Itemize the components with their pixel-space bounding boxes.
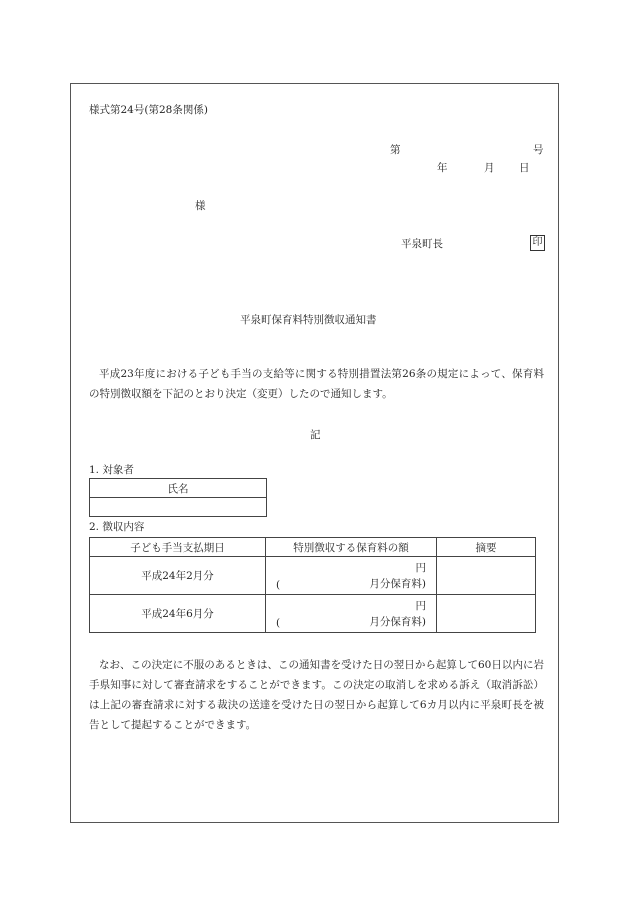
section2-heading: 2. 徴収内容 xyxy=(89,521,145,533)
row-remarks xyxy=(437,557,536,595)
row-remarks xyxy=(437,595,536,633)
row-amount xyxy=(266,557,437,595)
body-paragraph: 平成23年度における子ども手当の支給等に関する特別措置法第26条の規定によって、保育料の特別徴収額を下記のとおり決定（変更）したので通知します。 xyxy=(89,368,544,400)
name-cell xyxy=(90,498,267,517)
target-person-table xyxy=(89,478,267,517)
yen-unit: 円 xyxy=(415,562,426,574)
name-header: 氏名 xyxy=(90,479,267,498)
date-year: 年 xyxy=(437,162,448,174)
seal-mark: 印 xyxy=(530,235,545,251)
number-prefix: 第 xyxy=(390,144,401,156)
col-header-remarks: 摘要 xyxy=(437,538,536,557)
row-date: 平成24年2月分 xyxy=(90,557,266,595)
addressee-suffix: 様 xyxy=(195,200,206,212)
ki-marker: 記 xyxy=(310,429,321,441)
month-suffix: 月分保育料) xyxy=(369,616,426,628)
col-header-amount: 特別徴収する保育料の額 xyxy=(266,538,437,557)
table-row xyxy=(90,595,536,633)
section1-heading: 1. 対象者 xyxy=(89,464,134,476)
table-row xyxy=(90,557,536,595)
notice-paragraph: なお、この決定に不服のあるときは、この通知書を受けた日の翌日から起算して60日以内に岩手県知事に対して審査請求をすることができます。この決定の取消しを求める訴え（取消訴訟）は上記の審査請求に対する裁決の送達を受けた日の翌日から起算して6カ月以内に平泉町長を被告として提起することができます。 xyxy=(89,659,544,731)
collection-table xyxy=(89,537,536,633)
month-suffix: 月分保育料) xyxy=(369,578,426,590)
yen-unit: 円 xyxy=(415,600,426,612)
number-suffix: 号 xyxy=(533,144,544,156)
date-day: 日 xyxy=(519,162,530,174)
paren-open: ( xyxy=(276,579,281,591)
col-header-payment-date: 子ども手当支払期日 xyxy=(90,538,266,557)
form-label: 様式第24号(第28条関係) xyxy=(89,104,208,116)
row-amount xyxy=(266,595,437,633)
row-date: 平成24年6月分 xyxy=(90,595,266,633)
issuer-name: 平泉町長 xyxy=(401,238,443,250)
document-title: 平泉町保育料特別徴収通知書 xyxy=(240,314,377,326)
date-month: 月 xyxy=(484,162,495,174)
paren-open: ( xyxy=(276,617,281,629)
